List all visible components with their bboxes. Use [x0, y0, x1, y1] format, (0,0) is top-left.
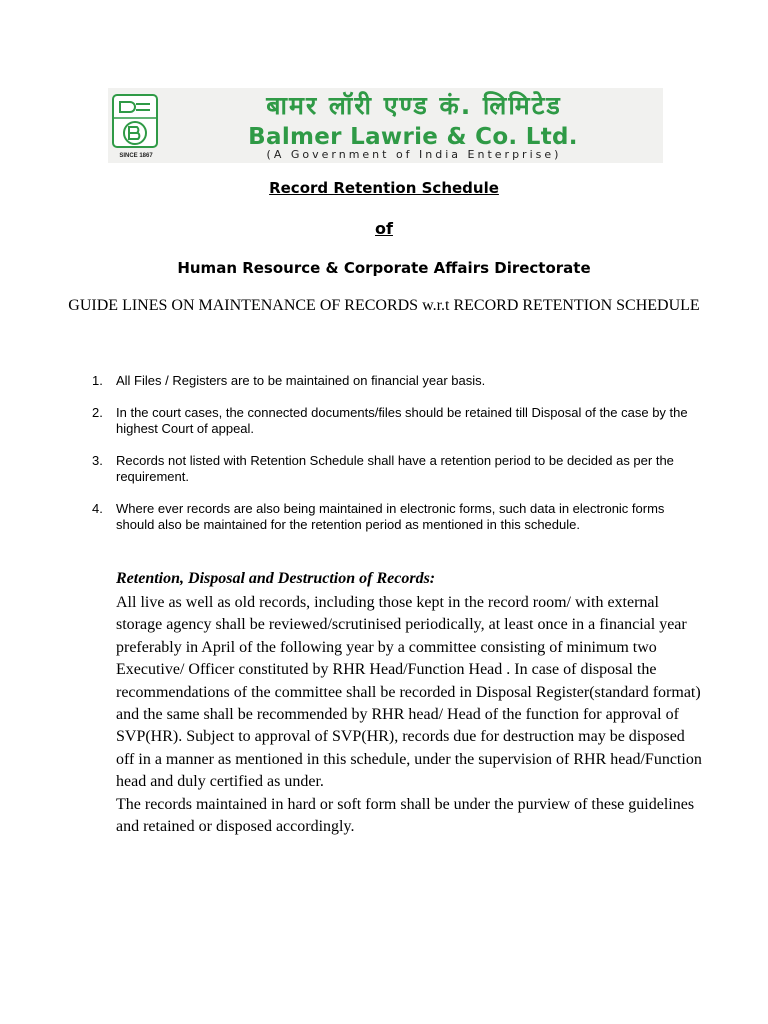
- list-item-number: 1.: [92, 373, 103, 388]
- since-label: SINCE 1867: [119, 153, 153, 159]
- list-item: [90, 373, 700, 389]
- document-title: Record Retention Schedule: [269, 179, 499, 197]
- balmer-lawrie-emblem-icon: [112, 94, 158, 148]
- list-item-text: All Files / Registers are to be maintained on financial year basis.: [116, 373, 486, 388]
- list-item: [90, 453, 700, 485]
- retention-paragraph: The records maintained in hard or soft form shall be under the purview of these guidelines and retained or disposed accordingly.: [116, 795, 695, 836]
- list-item-number: 3.: [92, 453, 103, 468]
- retention-section-title: Retention, Disposal and Destruction of Records:: [116, 570, 436, 587]
- list-item-text: Records not listed with Retention Schedule shall have a retention period to be decided as per the requirement.: [116, 453, 674, 484]
- list-item-number: 2.: [92, 405, 103, 420]
- list-item: [90, 501, 700, 533]
- company-logo: [108, 88, 663, 163]
- retention-paragraph: All live as well as old records, including those kept in the record room/ with external storage agency shall be reviewed/scrutinised periodically, at least once in a financial year preferably in April of the following year by a committee consisting of minimum two Executive/ Officer constituted by RHR Head/Function Head . In case of disposal the recommendations of the committee shall be recorded in Disposal Register(standard format) and the same shall be recommended by RHR head/ Head of the function for approval of SVP(HR). Subject to approval of SVP(HR), records due for destruction may be disposed off in a manner as mentioned in this schedule, under the supervision of RHR head/Function head and duly certified as under.: [116, 594, 702, 791]
- retention-section-body: [116, 592, 706, 838]
- company-name-english: Balmer Lawrie & Co. Ltd.: [248, 124, 578, 150]
- guidelines-heading: GUIDE LINES ON MAINTENANCE OF RECORDS w.r.t RECORD RETENTION SCHEDULE: [68, 297, 700, 314]
- document-title-of: of: [375, 219, 393, 238]
- list-item-text: Where ever records are also being maintained in electronic forms, such data in electronic forms should also be maintained for the retention period as mentioned in this schedule.: [116, 501, 665, 532]
- department-heading: Human Resource & Corporate Affairs Directorate: [177, 259, 591, 277]
- list-item-number: 4.: [92, 501, 103, 516]
- company-name-hindi: बामर लॉरी एण्ड कं. लिमिटेड: [266, 91, 562, 120]
- guidelines-list: [90, 373, 700, 549]
- list-item: [90, 405, 700, 437]
- list-item-text: In the court cases, the connected documents/files should be retained till Disposal of the case by the highest Court of appeal.: [116, 405, 688, 436]
- company-tagline-english: (A Government of India Enterprise): [266, 148, 562, 161]
